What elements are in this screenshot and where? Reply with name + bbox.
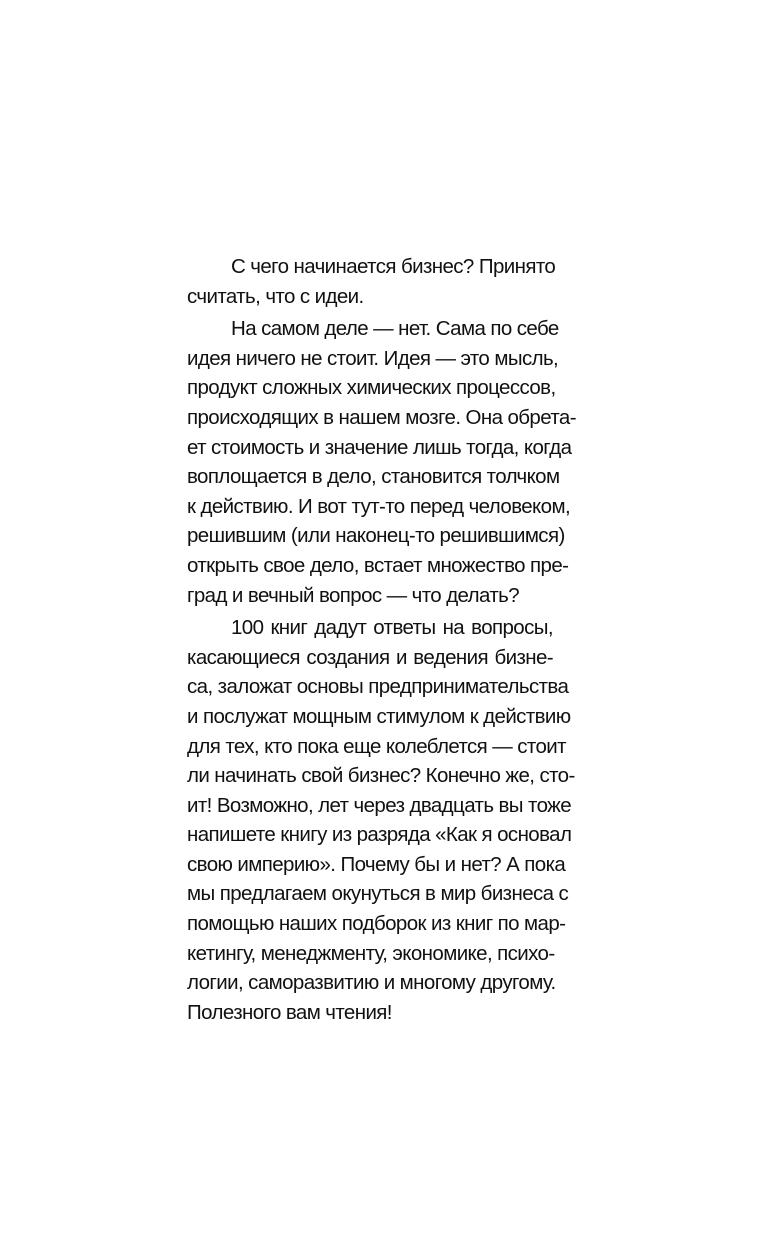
text-line: идея ничего не стоит. Идея — это мысль, xyxy=(187,346,559,370)
text-line: продукт сложных химических процессов, xyxy=(187,376,556,400)
body-text xyxy=(187,252,576,1027)
text-line: град и вечный вопрос — что делать? xyxy=(187,583,520,607)
text-line: считать, что с идеи. xyxy=(187,284,364,308)
text-line: помощью наших подборок из книг по мар- xyxy=(187,912,566,936)
text-line: происходящих в нашем мозге. Она обрета- xyxy=(187,405,576,429)
text-line: к действию. И вот тут-то перед человеком, xyxy=(187,494,571,518)
text-line: логии, саморазвитию и многому другому. xyxy=(187,971,556,995)
paragraph-2 xyxy=(187,314,576,610)
text-line: напишете книгу из разряда «Как я основал xyxy=(187,823,572,847)
paragraph-1 xyxy=(187,252,556,311)
text-line: решившим (или наконец-то решившимся) xyxy=(187,524,565,548)
text-line: ли начинать свой бизнес? Конечно же, сто- xyxy=(187,764,575,788)
text-line: для тех, кто пока еще колеблется — стоит xyxy=(187,734,566,758)
text-line: 100 книг дадут ответы на вопросы, xyxy=(231,616,553,640)
text-line: Полезного вам чтения! xyxy=(187,1000,392,1024)
text-line: касающиеся создания и ведения бизне- xyxy=(187,645,553,669)
text-line: кетингу, менеджменту, экономике, психо- xyxy=(187,941,555,965)
text-line: открыть свое дело, встает множество пре- xyxy=(187,553,569,577)
text-line: са, заложат основы предпринимательства xyxy=(187,675,569,699)
text-line: С чего начинается бизнес? Принято xyxy=(231,255,556,278)
text-line: На самом деле — нет. Сама по себе xyxy=(231,317,559,341)
text-line: воплощается в дело, становится толчком xyxy=(187,465,560,489)
text-line: и послужат мощным стимулом к действию xyxy=(187,704,571,728)
text-line: ит! Возможно, лет через двадцать вы тоже xyxy=(187,793,572,817)
text-line: ет стоимость и значение лишь тогда, когда xyxy=(187,435,572,459)
paragraph-3 xyxy=(187,613,575,1027)
text-line: мы предлагаем окунуться в мир бизнеса с xyxy=(187,882,569,906)
text-line: свою империю». Почему бы и нет? А пока xyxy=(187,852,566,876)
